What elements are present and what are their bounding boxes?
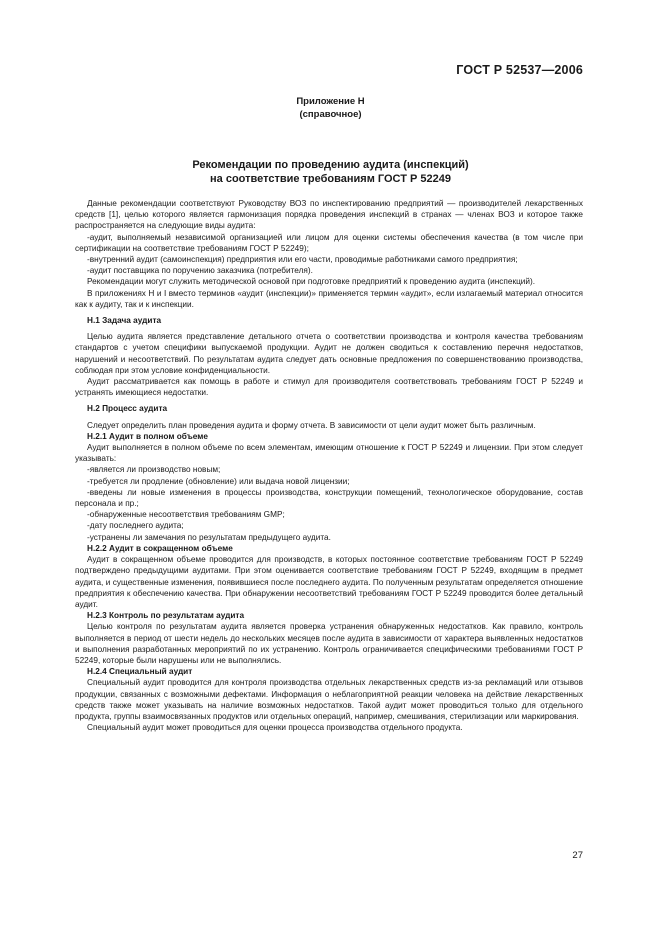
list-item: -обнаруженные несоответствия требованиям GMP; xyxy=(87,510,285,520)
intro-paragraph: В приложениях Н и I вместо терминов «аудит (инспекции)» применяется термин «аудит», если излагаемый материал относится как к аудиту, так и к инспекции. xyxy=(75,288,583,309)
section-paragraph: Аудит рассматривается как помощь в работе и стимул для производителя соответствовать требованиям ГОСТ Р 52249 и устранять имеющиеся недостатки. xyxy=(75,377,583,398)
document-body xyxy=(75,198,583,733)
section-paragraph: Целью аудита является представление детального отчета о соответствии производства и контроля качества требованиям стандартов с учетом специфики выпускаемой продукции. Аудит не должен сводиться к составлению перечня недостатков, нарушений и несоответствий. По результатам аудита следует дать основные предложения по совершенствованию производства, соблюдая при этом условие конфиденциальности. xyxy=(75,332,583,375)
list-item: -дату последнего аудита; xyxy=(87,521,184,531)
document-id-header: ГОСТ Р 52537—2006 xyxy=(456,63,583,77)
section-paragraph: Специальный аудит может проводиться для оценки процесса производства отдельного продукта. xyxy=(87,723,463,733)
annex-label: Приложение Н xyxy=(296,96,365,107)
list-item: -аудит поставщика по поручению заказчика (потребителя). xyxy=(87,266,313,276)
section-heading: Н.1 Задача аудита xyxy=(87,316,162,326)
intro-paragraph: Данные рекомендации соответствуют Руководству ВОЗ по инспектированию предприятий — производителей лекарственных средств [1], целью которого является гармонизация порядка проведения инспекций в странах — членах ВОЗ и которое также распространяется на следующие виды аудита: xyxy=(75,199,583,231)
subsection-heading: Н.2.2 Аудит в сокращенном объеме xyxy=(87,543,233,553)
subsection-heading: Н.2.4 Специальный аудит xyxy=(87,667,193,677)
section-heading: Н.2 Процесс аудита xyxy=(87,404,168,414)
annex-type: (справочное) xyxy=(299,109,362,120)
page-number: 27 xyxy=(572,850,583,861)
list-item: -аудит, выполняемый независимой организацией или лицом для оценки системы обеспечения качества (в том числе при сертификации на соответствие требованиям ГОСТ Р 52249); xyxy=(75,232,583,253)
title-line-1: Рекомендации по проведению аудита (инспекций) xyxy=(192,159,469,171)
intro-paragraph: Рекомендации могут служить методической основой при подготовке предприятий к проведению аудита (инспекций). xyxy=(87,277,536,287)
list-item: -введены ли новые изменения в процессы производства, конструкции помещений, технологическое оборудование, состав персонала и пр.; xyxy=(75,487,583,509)
section-paragraph: Следует определить план проведения аудита и форму отчета. В зависимости от цели аудит может быть различным. xyxy=(87,420,536,430)
list-item: -устранены ли замечания по результатам предыдущего аудита. xyxy=(87,532,331,542)
list-item: -является ли производство новым; xyxy=(87,465,221,475)
subsection-heading: Н.2.1 Аудит в полном объеме xyxy=(87,431,208,441)
section-paragraph: Аудит в сокращенном объеме проводится для производств, в которых постоянное соответствие требованиям ГОСТ Р 52249 подтверждено предыдущими аудитами. При этом оценивается соответствие требованиям ГОСТ Р 52249, входящим в предмет аудита, и существенные изменения, появившиеся после последнего аудита. По полученным результатам определяется отношение предприятия к обеспечению качества. При обнаружении несоответствий требованиям ГОСТ Р 52249 проводится более детальный аудит. xyxy=(75,555,583,609)
section-paragraph: Целью контроля по результатам аудита является проверка устранения обнаруженных недостатков. Как правило, контроль выполняется в период от шести недель до нескольких месяцев после аудита в зависимости от характера выявленных недостатков и выполнения разработанных мероприятий по их устранению. Контроль ограничивается специфическими требованиями ГОСТ Р 52249, которые были нарушены или не выполнялись. xyxy=(75,622,583,665)
subsection-heading: Н.2.3 Контроль по результатам аудита xyxy=(87,611,245,621)
title-line-2: на соответствие требованиям ГОСТ Р 52249 xyxy=(210,173,451,185)
annex-label-block xyxy=(0,95,661,121)
section-paragraph: Специальный аудит проводится для контроля производства отдельных лекарственных средств из-за рекламаций или отзывов продукции, связанных с возможными дефектами. Информация о неблагоприятной реакции человека на действие лекарственных средств также может указывать на наличие возможных недостатков. Такой аудит может проводиться только для отдельного продукта, группы взаимосвязанных продуктов или отдельных операций, например, смешивания, стерилизации или маркирования. xyxy=(75,678,583,721)
list-item: -внутренний аудит (самоинспекция) предприятия или его части, проводимые работниками самого предприятия; xyxy=(87,255,518,265)
section-paragraph: Аудит выполняется в полном объеме по всем элементам, имеющим отношение к ГОСТ Р 52249 и лицензии. При этом следует указывать: xyxy=(75,443,583,464)
document-title xyxy=(0,158,661,186)
list-item: -требуется ли продление (обновление) или выдача новой лицензии; xyxy=(87,476,350,486)
